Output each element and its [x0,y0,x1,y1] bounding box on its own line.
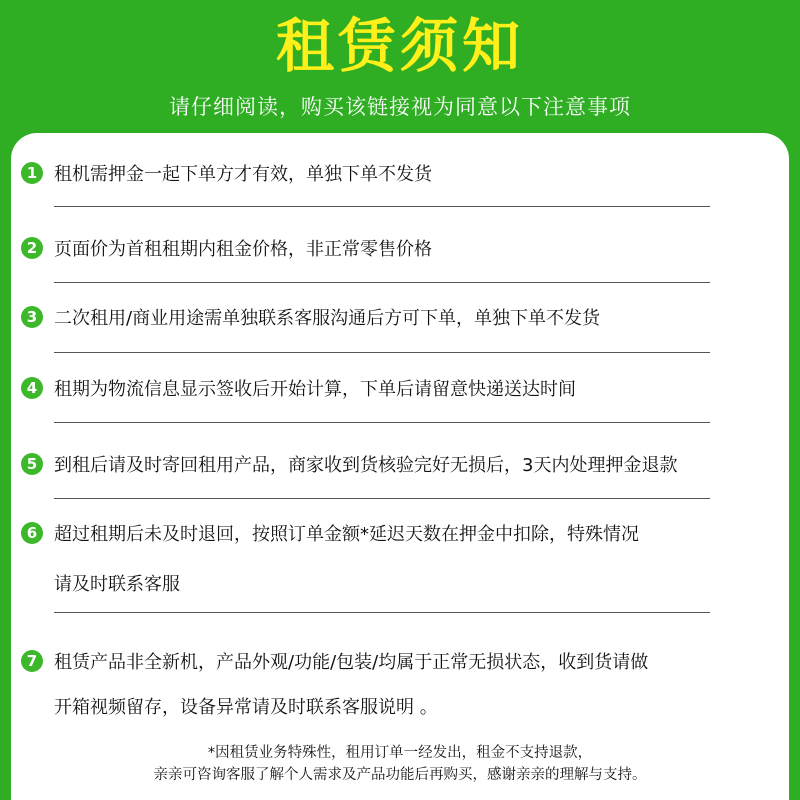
notice-card [11,133,789,800]
number-badge: 6 [21,522,43,544]
number-badge: 5 [21,453,43,475]
number-badge: 2 [21,237,43,259]
number-badge: 4 [21,377,43,399]
notice-text-continued: 开箱视频留存，设备异常请及时联系客服说明 。 [54,697,438,718]
notice-text: 租机需押金一起下单方才有效，单独下单不发货 [54,164,432,185]
notice-text: 租赁产品非全新机，产品外观/功能/包装/均属于正常无损状态，收到货请做 [54,652,649,673]
notice-text: 二次租用/商业用途需单独联系客服沟通后方可下单，单独下单不发货 [54,308,601,329]
page-subtitle: 请仔细阅读，购买该链接视为同意以下注意事项 [169,95,631,119]
divider [54,282,710,283]
divider [54,422,710,423]
number-badge: 7 [21,650,43,672]
footer-note-line-1: *因租赁业务特殊性，租用订单一经发出，租金不支持退款， [207,745,593,761]
divider [54,498,710,499]
notice-text: 到租后请及时寄回租用产品，商家收到货核验完好无损后，3天内处理押金退款 [54,455,678,476]
footer-note-line-2: 亲亲可咨询客服了解个人需求及产品功能后再购买，感谢亲亲的理解与支持。 [153,767,647,783]
notice-text: 超过租期后未及时退回，按照订单金额*延迟天数在押金中扣除，特殊情况 [54,524,639,545]
divider [54,206,710,207]
divider [54,612,710,613]
number-badge: 1 [21,162,43,184]
notice-text: 租期为物流信息显示签收后开始计算，下单后请留意快递送达时间 [54,379,576,400]
notice-text: 页面价为首租租期内租金价格，非正常零售价格 [54,239,432,260]
page-title: 租赁须知 [275,12,524,80]
number-badge: 3 [21,306,43,328]
notice-text-continued: 请及时联系客服 [54,574,180,595]
divider [54,352,710,353]
